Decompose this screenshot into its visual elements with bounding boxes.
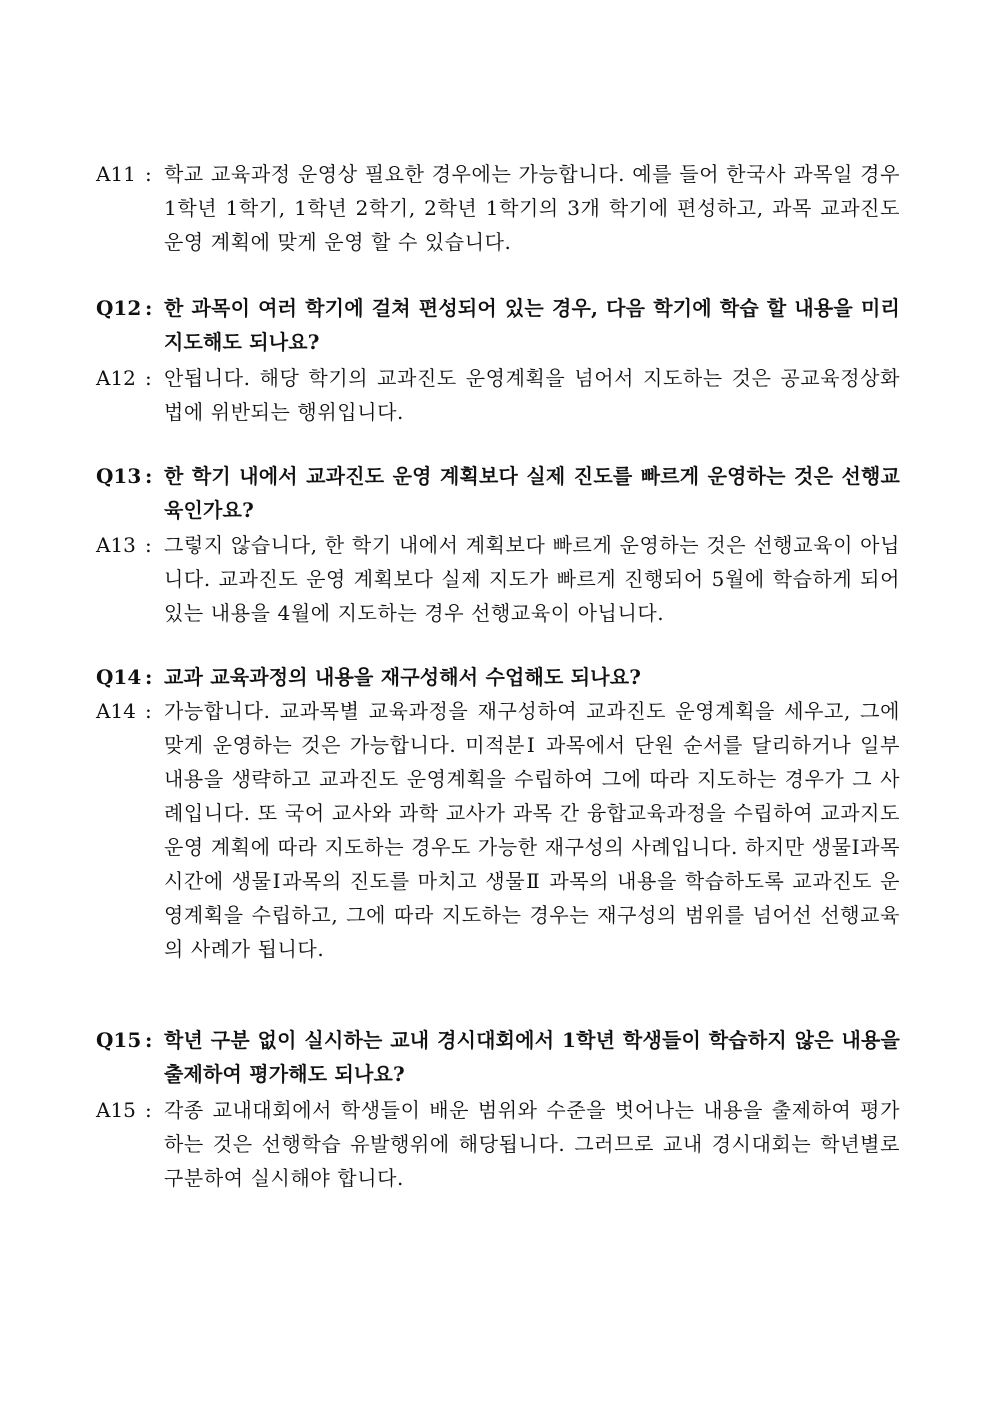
answer-a13 <box>96 528 900 630</box>
question-label: Q15 <box>96 1028 142 1052</box>
answer-a14 <box>96 694 900 966</box>
label-colon: : <box>145 1098 152 1122</box>
answer-a11 <box>96 157 900 259</box>
answer-label: A13 <box>96 533 136 557</box>
label-colon: : <box>145 296 153 320</box>
answer-text: 가능합니다. 교과목별 교육과정을 재구성하여 교과진도 운영계획을 세우고, 그에 맞게 운영하는 것은 가능합니다. 미적분Ⅰ 과목에서 단원 순서를 달리하거나 일부 내용을 생략하고 교과진도 운영계획을 수립하여 그에 따라 지도하는 경우가 그 사례입니다. 또 국어 교사와 과학 교사가 과목 간 융합교육과정을 수립하여 교과지도 운영 계획에 따라 지도하는 경우도 가능한 재구성의 사례입니다. 하지만 생물Ⅰ과목 시간에 생물Ⅰ과목의 진도를 마치고 생물Ⅱ 과목의 내용을 학습하도록 교과진도 운영계획을 수립하고, 그에 따라 지도하는 경우는 재구성의 범위를 넘어선 선행교육의 사례가 됩니다. <box>164 699 900 961</box>
label-colon: : <box>145 1028 153 1052</box>
answer-label: A14 <box>96 699 136 723</box>
answer-label: A11 <box>96 162 136 186</box>
answer-text: 안됩니다. 해당 학기의 교과진도 운영계획을 넘어서 지도하는 것은 공교육정상화법에 위반되는 행위입니다. <box>164 366 900 424</box>
label-colon: : <box>145 699 152 723</box>
question-q13 <box>96 459 900 527</box>
answer-a15 <box>96 1093 900 1195</box>
label-colon: : <box>145 162 152 186</box>
question-label: Q13 <box>96 464 142 488</box>
answer-text: 그렇지 않습니다, 한 학기 내에서 계획보다 빠르게 운영하는 것은 선행교육이 아닙니다. 교과진도 운영 계획보다 실제 지도가 빠르게 진행되어 5월에 학습하게 되어 있는 내용을 4월에 지도하는 경우 선행교육이 아닙니다. <box>164 533 900 625</box>
label-colon: : <box>145 665 153 689</box>
answer-label: A12 <box>96 366 136 390</box>
answer-text: 각종 교내대회에서 학생들이 배운 범위와 수준을 벗어나는 내용을 출제하여 평가하는 것은 선행학습 유발행위에 해당됩니다. 그러므로 교내 경시대회는 학년별로 구분하여 실시해야 합니다. <box>164 1098 900 1190</box>
label-colon: : <box>145 464 153 488</box>
question-q12 <box>96 291 900 359</box>
question-text: 교과 교육과정의 내용을 재구성해서 수업해도 되나요? <box>164 665 642 689</box>
question-q15 <box>96 1023 900 1091</box>
question-text: 한 학기 내에서 교과진도 운영 계획보다 실제 진도를 빠르게 운영하는 것은 선행교육인가요? <box>164 464 900 522</box>
question-text: 한 과목이 여러 학기에 걸쳐 편성되어 있는 경우, 다음 학기에 학습 할 내용을 미리 지도해도 되나요? <box>164 296 900 354</box>
label-colon: : <box>145 366 152 390</box>
question-label: Q14 <box>96 665 142 689</box>
answer-label: A15 <box>96 1098 136 1122</box>
question-label: Q12 <box>96 296 142 320</box>
question-text: 학년 구분 없이 실시하는 교내 경시대회에서 1학년 학생들이 학습하지 않은 내용을 출제하여 평가해도 되나요? <box>164 1028 900 1086</box>
answer-a12 <box>96 361 900 429</box>
answer-text: 학교 교육과정 운영상 필요한 경우에는 가능합니다. 예를 들어 한국사 과목일 경우 1학년 1학기, 1학년 2학기, 2학년 1학기의 3개 학기에 편성하고, 과목 교과진도 운영 계획에 맞게 운영 할 수 있습니다. <box>164 162 900 254</box>
label-colon: : <box>145 533 152 557</box>
question-q14 <box>96 660 900 694</box>
